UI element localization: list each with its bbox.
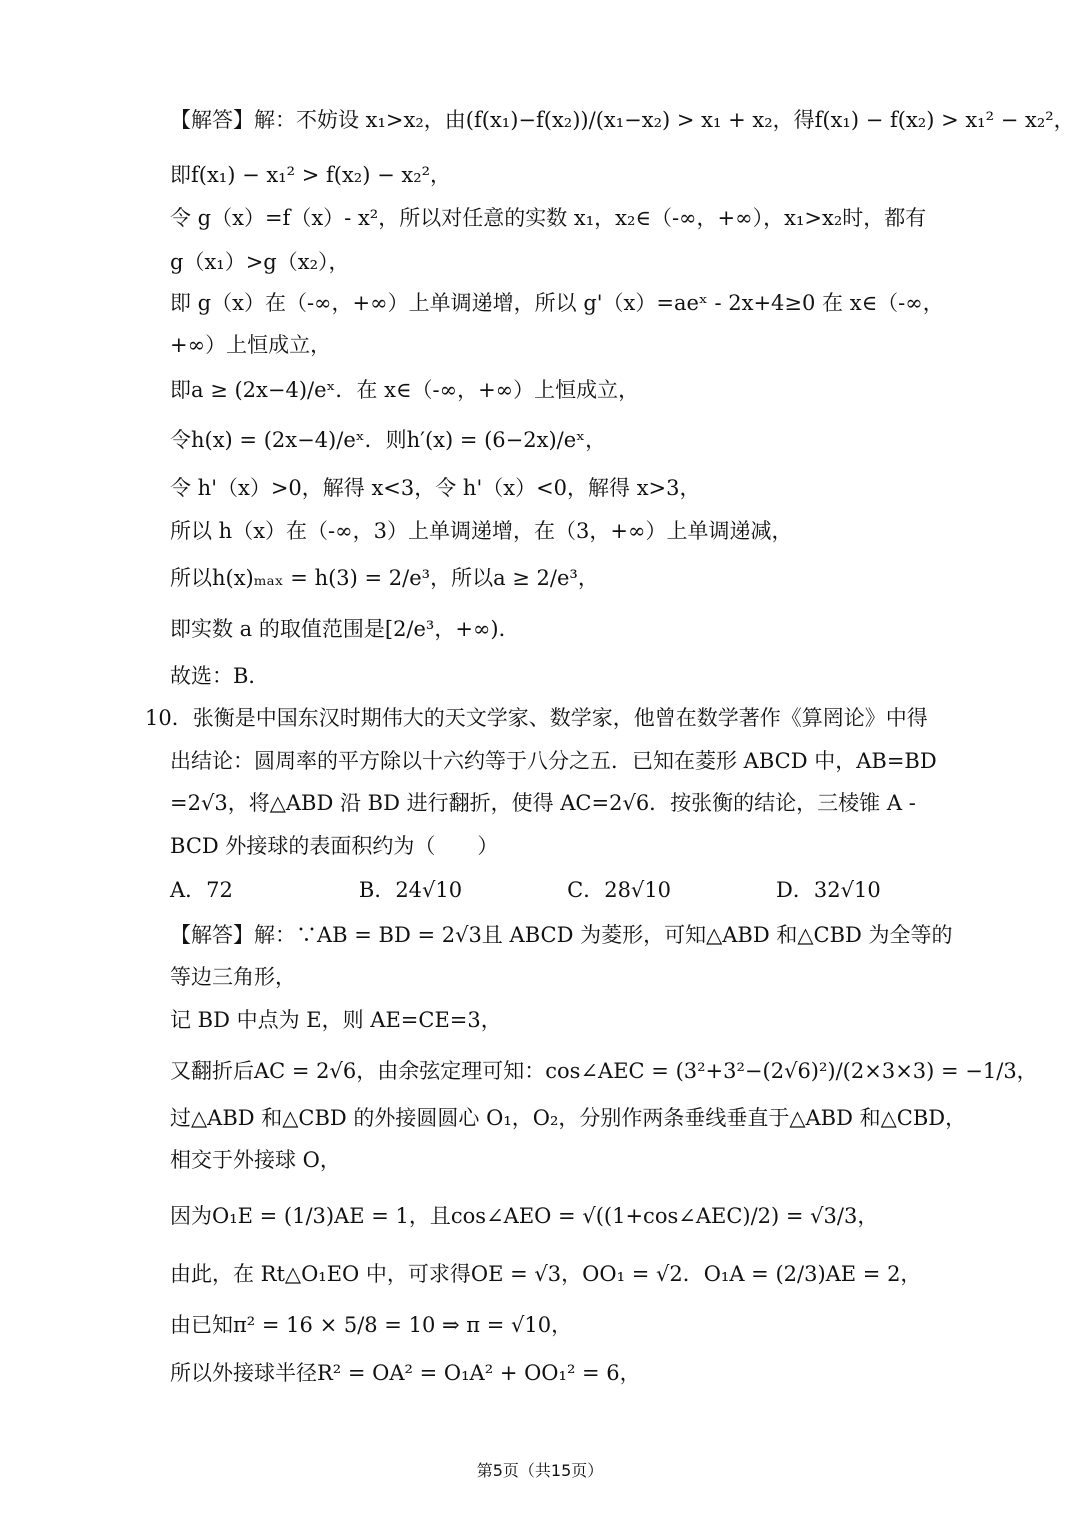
line-13: 故选：B． — [170, 664, 270, 688]
question-10-line-4: BCD 外接球的表面积约为（ ） — [170, 834, 499, 858]
line-2: 即f(x₁) − x₁² > f(x₂) − x₂²， — [170, 163, 452, 187]
line-21: 又翻折后AC = 2√6，由余弦定理可知：cos∠AEC = (3²+3²−(2√6)²)/(2×3×3) = −1/3， — [170, 1059, 1038, 1083]
page-footer: 第5页（共15页） — [476, 1461, 604, 1480]
line-5: 即 g（x）在（-∞，+∞）上单调递增，所以 g'（x）=aeˣ - 2x+4≥0 在 x∈（-∞， — [170, 291, 944, 315]
line-24: 因为O₁E = (1/3)AE = 1，且cos∠AEO = √((1+cos∠AEC)/2) = √3/3， — [170, 1204, 879, 1228]
line-7: 即a ≥ (2x−4)/eˣ．在 x∈（-∞，+∞）上恒成立， — [170, 378, 640, 402]
line-6: +∞）上恒成立， — [170, 333, 332, 357]
question-10-line-1: 10．张衡是中国东汉时期伟大的天文学家、数学家，他曾在数学著作《算罔论》中得 — [145, 706, 928, 730]
line-3: 令 g（x）=f（x）- x²，所以对任意的实数 x₁，x₂∈（-∞，+∞），x₁>x₂时，都有 — [170, 206, 927, 230]
line-27: 所以外接球半径R² = OA² = O₁A² + OO₁² = 6， — [170, 1361, 641, 1385]
line-1: 【解答】解：不妨设 x₁>x₂，由(f(x₁)−f(x₂))/(x₁−x₂) > x₁ + x₂，得f(x₁) − f(x₂) > x₁² − x₂²， — [170, 108, 1075, 132]
line-22: 过△ABD 和△CBD 的外接圆圆心 O₁，O₂，分别作两条垂线垂直于△ABD 和△CBD， — [170, 1106, 967, 1130]
answer-options: A．72 B．24√10 C．28√10 D．32√10 — [170, 878, 881, 902]
line-8: 令h(x) = (2x−4)/eˣ．则h′(x) = (6−2x)/eˣ， — [170, 428, 607, 452]
line-26: 由已知π² = 16 × 5/8 = 10 ⇒ π = √10， — [170, 1313, 573, 1337]
question-10-line-3: =2√3，将△ABD 沿 BD 进行翻折，使得 AC=2√6．按张衡的结论，三棱锥 A - — [170, 791, 916, 815]
line-10: 所以 h（x）在（-∞，3）上单调递增，在（3，+∞）上单调递减， — [170, 519, 793, 543]
line-23: 相交于外接球 O， — [170, 1148, 341, 1172]
line-25: 由此，在 Rt△O₁EO 中，可求得OE = √3，OO₁ = √2．O₁A = (2/3)AE = 2， — [170, 1262, 922, 1286]
line-18: 【解答】解：∵AB = BD = 2√3且 ABCD 为菱形，可知△ABD 和△CBD 为全等的 — [170, 923, 953, 947]
line-19: 等边三角形， — [170, 965, 296, 989]
line-4: g（x₁）>g（x₂）， — [170, 250, 350, 274]
line-12: 即实数 a 的取值范围是[2/e³，+∞)． — [170, 617, 520, 641]
line-11: 所以h(x)ₘₐₓ = h(3) = 2/e³，所以a ≥ 2/e³， — [170, 566, 599, 590]
line-20: 记 BD 中点为 E，则 AE=CE=3， — [170, 1008, 502, 1032]
line-9: 令 h'（x）>0，解得 x<3，令 h'（x）<0，解得 x>3， — [170, 476, 701, 500]
question-10-line-2: 出结论：圆周率的平方除以十六约等于八分之五．已知在菱形 ABCD 中，AB=BD — [170, 749, 937, 773]
